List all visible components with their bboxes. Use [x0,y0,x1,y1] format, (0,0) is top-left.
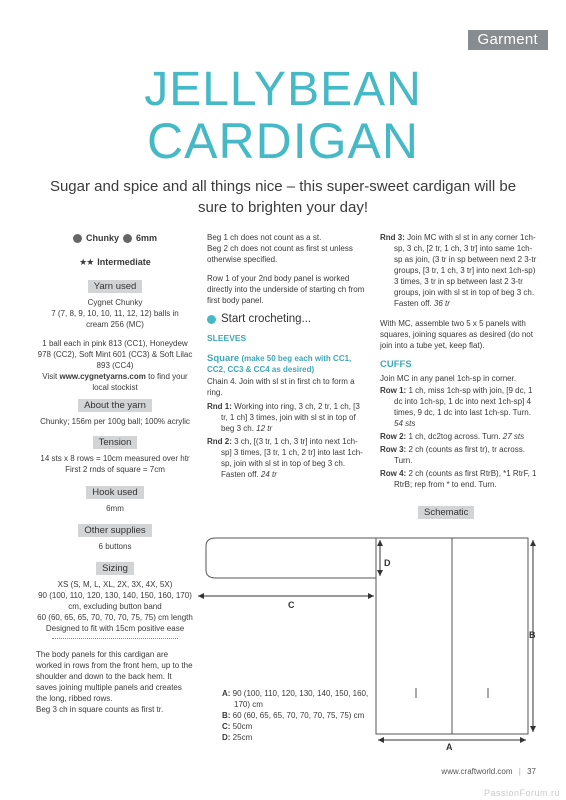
footer-site[interactable]: www.craftworld.com [441,767,513,776]
legend-text-b: 60 (60, 65, 65, 70, 70, 70, 75, 75) cm [230,711,365,720]
row-1-label: Row 1: [380,386,407,395]
tension-text: 14 sts x 8 rows = 10cm measured over htr First 2 rnds of square = 7cm [40,454,190,474]
legend-key-d: D: [222,733,231,742]
legend-text-c: 50cm [230,722,253,731]
body-panel-note: Row 1 of your 2nd body panel is worked directly into the underside of starting ch from first body panel. [207,274,365,305]
other-supplies-label: Other supplies [78,524,151,537]
legend-row-c [222,721,382,732]
middle-column [207,232,367,482]
sizing-label: Sizing [96,562,134,575]
hook-used-label: Hook used [86,486,143,499]
difficulty-stars-icon: ★★ [79,256,94,267]
left-column [36,232,194,723]
cuffs-intro: Join MC in any panel 1ch-sp in corner. [380,374,517,383]
start-crocheting-label: Start crocheting... [221,313,312,325]
rnd-1-label: Rnd 1: [207,402,232,411]
legend-row-a [222,688,382,710]
rnd-2-count: 24 tr [258,470,277,479]
title-line-2: CARDIGAN [147,113,419,169]
yarn-used-label: Yarn used [88,280,143,293]
row-2-text: 1 ch, dc2tog across. Turn. [406,432,501,441]
footer-separator: | [518,767,521,776]
rnd-3-text: Join MC with sl st in any corner 1ch-sp, 3 ch, [2 tr, 1 ch, 3 tr] into same 1ch-sp as join, (3 tr in sp between next 2 3-tr groups, [3 tr, 1 ch, 3 tr] into next 1ch-sp) 3 times, 3 tr in sp between last 2 3-tr groups, join with sl st in top of beg 3 ch. Fasten off. [394,233,537,308]
row-4-label: Row 4: [380,469,407,478]
yarn-used-text: Cygnet Chunky 7 (7, 8, 9, 10, 10, 11, 12, 12) balls in cream 256 (MC) [51,298,179,329]
sizing-text: XS (S, M, L, XL, 2X, 3X, 4X, 5X) 90 (100, 110, 120, 130, 140, 150, 160, 170) cm, excluding button band 60 (60, 65, 65, 70, 70, 70, 75, 75) cm length Designed to fit with 15cm positive ease [37,580,193,633]
hook-icon [123,234,132,243]
label-b: B [529,630,536,640]
page-footer [441,767,536,776]
rnd-3-count: 36 tr [431,299,450,308]
row-1-text: 1 ch, miss 1ch-sp with join, [9 dc, 1 dc into 1ch-sp, 1 dc into next 1ch-sp] 4 times, 9 dc, 1 dc into last 1ch-sp. Turn. [394,386,533,417]
legend-key-a: A: [222,689,231,698]
sleeve-outline [206,538,376,578]
cuffs-heading: CUFFS [380,359,412,370]
watermark: PassionForum.ru [483,788,560,798]
legend-key-b: B: [222,711,231,720]
yarn-weight: Chunky [85,232,119,243]
legend-row-b [222,710,382,721]
weight-hook-line [36,232,194,244]
yarn-site-link[interactable]: www.cygnetyarns.com [59,372,146,381]
row-2 [380,431,540,442]
rnd-3-label: Rnd 3: [380,233,405,242]
about-yarn-text: Chunky; 156m per 100g ball; 100% acrylic [40,417,190,426]
about-yarn-label: About the yarn [78,399,152,412]
row-4-text: 2 ch (counts as first RtrB), *1 RtrF, 1 RtrB; rep from * to end. Turn. [394,469,537,489]
difficulty-level: Intermediate [97,256,151,267]
square-label: Square [207,353,240,364]
square-heading [207,353,367,375]
row-2-label: Row 2: [380,432,407,441]
visit-text [36,371,194,393]
sleeves-heading: SLEEVES [207,333,247,343]
label-a: A [446,742,453,752]
bullet-icon [207,315,216,324]
rnd-1-count: 12 tr [253,424,273,433]
rnd-1 [207,401,367,434]
rnd-1-text: Working into ring, 3 ch, 2 tr, 1 ch, [3 tr, 1 ch] 3 times, join with sl st in top of beg 3 ch. [221,402,360,433]
title-line-1: JELLYBEAN [144,63,422,116]
schematic-legend [222,688,382,743]
subtitle: Sugar and spice and all things nice – this super-sweet cardigan will be sure to brighten your day! [49,178,517,216]
legend-row-d [222,732,382,743]
right-column [380,232,540,492]
legend-text-a: 90 (100, 110, 120, 130, 140, 150, 160, 170) cm [230,689,369,709]
assemble-text: With MC, assemble two 5 x 5 panels with squares, joining squares as desired (do not join into a tube yet, keep flat). [380,319,533,350]
other-supplies-text: 6 buttons [98,542,132,551]
start-crocheting-heading [207,314,367,325]
divider [52,638,178,639]
rnd-2-text: 3 ch, [(3 tr, 1 ch, 3 tr] into next 1ch-sp] 3 times, [3 tr, 1 ch, 2 tr] into last 1ch-sp, join with sl st in top of beg 3 ch. Fasten off. [221,437,363,479]
intro-text: The body panels for this cardigan are worked in rows from the front hem, up to the shoulder and down to the back hem. It saves joining multiple panels and creates the long, ribbed rows. Beg 3 ch in square counts as first tr. [36,650,193,714]
yarn-ball-icon [73,234,82,243]
page-number: 37 [527,767,536,776]
notes-text: Beg 1 ch does not count as a st. Beg 2 ch does not count as first st unless otherwise specified. [207,233,353,264]
row-1 [380,385,540,429]
label-c: C [288,600,295,610]
row-3-label: Row 3: [380,445,407,454]
row-3 [380,444,540,466]
tension-label: Tension [93,436,138,449]
row-4 [380,468,540,490]
label-d: D [384,558,391,568]
rnd-2 [207,436,367,480]
square-note: (make 50 beg each with CC1, CC2, CC3 & CC4 as desired) [207,354,352,374]
hook-used-text: 6mm [106,504,124,513]
row-1-count: 54 sts [394,419,416,428]
difficulty-line [36,256,194,268]
chain-text: Chain 4. Join with sl st in first ch to form a ring. [207,377,355,397]
row-2-count: 27 sts [500,432,525,441]
rnd-2-label: Rnd 2: [207,437,232,446]
legend-key-c: C: [222,722,231,731]
visit-suffix: to find your local stockist [92,372,188,392]
rnd-3 [380,232,540,309]
back-panel-outline [452,538,528,734]
hook-size: 6mm [136,232,158,243]
visit-prefix: Visit [42,372,60,381]
schematic-label: Schematic [418,506,474,519]
row-3-text: 2 ch (counts as first tr), tr across. Turn. [394,445,525,465]
legend-text-d: 25cm [230,733,253,742]
yarn-colours-text: 1 ball each in pink 813 (CC1), Honeydew 978 (CC2), Soft Mint 601 (CC3) & Soft Lilac 893 (CC4) [37,339,193,370]
section-tag: Garment [468,30,548,50]
